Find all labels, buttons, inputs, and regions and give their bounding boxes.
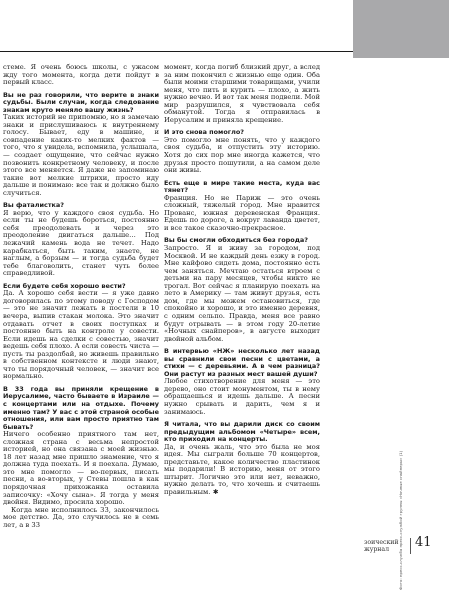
interview-question: Я читала, что вы дарили диск со своим предыдущим альбомом «Четыре» всем, кто приходил на концерты. — [164, 420, 320, 444]
photo-credit: Фото: пресс-служба пресс-службой группы «Ночные снайперы» (1) — [398, 450, 403, 590]
magazine-name-line2: журнал — [364, 545, 390, 553]
corner-gray-block — [353, 0, 449, 58]
end-mark-icon: ✱ — [210, 487, 219, 496]
footer-divider — [410, 538, 411, 554]
interview-question: И это снова помогло? — [164, 128, 244, 137]
interview-question: В интервью «НЖ» несколько лет назад вы сравнили свои песни с цветами, а стихи — с деревьями. А в чем разница? Они растут из разных мест вашей души? — [164, 347, 320, 378]
answer-paragraph: Я верю, что у каждого своя судьба. Но если ты не будешь бороться, постоянно себя преодолевать и через это преодоление двигаться дальше… Под лежачий камень вода не течет. Надо карабкаться, быть таким, знаете, не наглым, а борзым — и тогда судьба будет тебе благоволить, станет чуть более справедливой. — [3, 208, 159, 278]
answer-paragraph: момент, когда погиб близкий друг, а вслед за ним покончил с жизнью еще один. Оба были моими старшими товарищами, учили меня, что пить и курить — плохо, а жить нужно вечно. И вот так меня подвели. Мой мир разрушился, я чувствовала себя обманутой. Тогда я отправилась в Иерусалим и приняла крещение. — [164, 63, 320, 124]
left-column — [3, 64, 159, 529]
right-column — [164, 64, 320, 497]
answer-paragraph: Любое стихотворение для меня — это дерево, оно стоит монументом, ты в нему обращаешься и идешь дальше. А песни нужно срывать и дарить, чем я и занимаюсь. — [164, 377, 320, 416]
answer-paragraph: Таких историй не припомню, но я замечаю знаки и прислушиваюсь к внутреннему голосу. Бывает, еду в машине, и совпадение каких-то мелких фактов — того, что я увидела, вспомнила, услышала, — создает ощущение, что сейчас нужно позвонить конкретному человеку, и после этого все меняется. Я даже не запоминаю такие вот мелкие штрихи, просто иду дальше и понимаю: все так и должно было случиться. — [3, 113, 159, 197]
answer-paragraph: Запросто. Я и живу за городом, под Москвой. И не каждый день езжу в город. Мне кайфово сидеть дома, постоянно есть чем заняться. Мечтаю остаться втроем с детьми на пару месяцев, чтобы никто не трогал. Вот сейчас я планирую поехать на лето в Америку — там живут друзья, есть дом, где мы можем остановиться, где спокойно и хорошо, и это именно деревня, с одним сельпо. Правда, меня все равно будут отрывать — в этом году 20-летие «Ночных снайперов», в августе выходит двойной альбом. — [164, 244, 320, 343]
answer-paragraph: Да, и очень жаль, что это была не моя идея. Мы сыграли больше 70 концертов, представьте, какое количество пластинок мы подарили! В историю, меня от этого штырит. Логично это или нет, неважно, нужно делать то, что хочешь и считаешь правильным. ✱ — [164, 442, 320, 496]
interview-question: Если будете себя хорошо вести? — [3, 281, 126, 290]
answer-paragraph: Франция. Но не Париж — это очень сложный, тяжелый город. Мне нравится Прованс, южная деревенская Франция. Едешь по дороге, а вокруг лаванда цветет, и все такое сказочно-прекрасное. — [164, 193, 320, 232]
answer-paragraph: Это помогло мне понять, что у каждого своя судьба, и отпустить эту историю. Хотя до сих пор мне иногда кажется, что друзья просто пошутили, а на самом деле они живы. — [164, 135, 320, 175]
interview-question: Вы бы смогли обходиться без города? — [164, 236, 308, 245]
magazine-name — [364, 540, 399, 554]
header-area — [0, 0, 353, 58]
interview-question: Вы фаталистка? — [3, 201, 64, 210]
page-number: 41 — [415, 535, 432, 550]
header-rule — [0, 51, 353, 52]
interview-question: Есть еще в мире такие места, куда вас тянет? — [164, 178, 320, 195]
answer-paragraph: стеме. Я очень боюсь школы, с ужасом жду того момента, когда дети пойдут в первый класс. — [3, 63, 159, 87]
interview-question: Вы не раз говорили, что верите в знаки судьбы. Были случаи, когда следование знакам круто меняло вашу жизнь? — [3, 90, 159, 114]
interview-question: В 33 года вы приняли крещение в Иерусалиме, часто бываете в Израиле — с концертами или на отдыхе. Почему именно там? У вас с этой страной особые отношения, или вам просто приятно там бывать? — [3, 384, 159, 431]
answer-paragraph: Да. А хорошо себя вести — я уже давно договорилась по этому поводу с Господом — это не значит лежать в постели в 10 вечера, выпив стакан молока. Это значит отдавать отчет в своих поступках и постоянно быть на контроле у совести. Если идешь на сделки с совестью, значит ведешь себя плохо. А если совесть чиста — пусть ты раздолбай, но живешь правильно в собственном контексте и люди знают, что ты порядочный человек, — значит все нормально. — [3, 289, 159, 381]
answer-paragraph: Когда мне исполнилось 33, закончилось мое детство. Да, это случилось не в семь лет, а в 33 — [3, 505, 159, 529]
answer-paragraph: Ничего особенно приятного там нет, сложная страна с весьма непростой историей, но она связана с моей жизнью. 18 лет назад мне пришло знамение, что я должна туда поехать. И я поехала. Думаю, это мне помогло — во-первых, писать песни, а во-вторых, у Стевы пошла в как порядочная прихожанка оставила записочку: «Хочу сына». Я тогда у меня двойня. Видимо, просила хорошо. — [3, 430, 159, 507]
magazine-name-line1: зоический — [364, 539, 399, 546]
